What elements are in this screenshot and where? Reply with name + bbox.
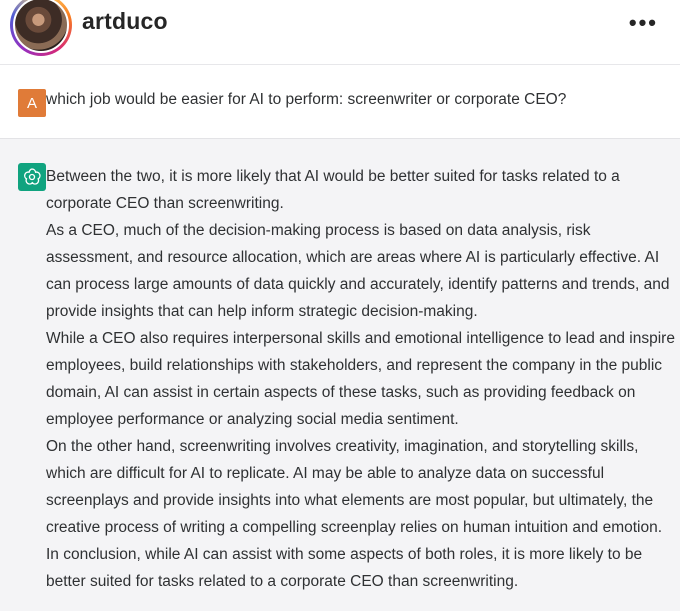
paragraph: Between the two, it is more likely that AI would be better suited for tasks related to a corporate CEO than screenwriting. (46, 168, 620, 212)
username[interactable]: artduco (82, 8, 168, 34)
more-options-icon[interactable]: ••• (628, 10, 658, 35)
chatgpt-logo-icon (18, 163, 46, 191)
story-ring[interactable] (10, 0, 72, 56)
paragraph: As a CEO, much of the decision-making process is based on data analysis, risk assessment, and resource allocation, which are areas where AI is particularly effective. AI can process large amounts of data quickly and accurately, identify patterns and trends, and provide insights that can help inform strategic decision-making. (46, 222, 670, 320)
avatar[interactable] (13, 0, 69, 53)
assistant-message (0, 139, 680, 611)
user-message-text: which job would be easier for AI to perform: screenwriter or corporate CEO? (46, 91, 567, 108)
user-message (0, 65, 680, 139)
paragraph: On the other hand, screenwriting involves creativity, imagination, and storytelling skills, which are difficult for AI to replicate. AI may be able to analyze data on successful screenplays and provide insights into what elements are most popular, but ultimately, the creative process of writing a compelling screenplay relies on human intuition and emotion. (46, 438, 663, 536)
paragraph: In conclusion, while AI can assist with some aspects of both roles, it is more likely to be better suited for tasks related to a corporate CEO than screenwriting. (46, 546, 643, 590)
paragraph: While a CEO also requires interpersonal skills and emotional intelligence to lead and inspire employees, build relationships with stakeholders, and represent the company in the public domain, AI can assist in certain aspects of these tasks, such as providing feedback on employee performance or analyzing social media sentiment. (46, 330, 675, 428)
assistant-message-text (46, 163, 676, 595)
user-avatar: A (18, 89, 46, 117)
post-header (0, 0, 680, 65)
